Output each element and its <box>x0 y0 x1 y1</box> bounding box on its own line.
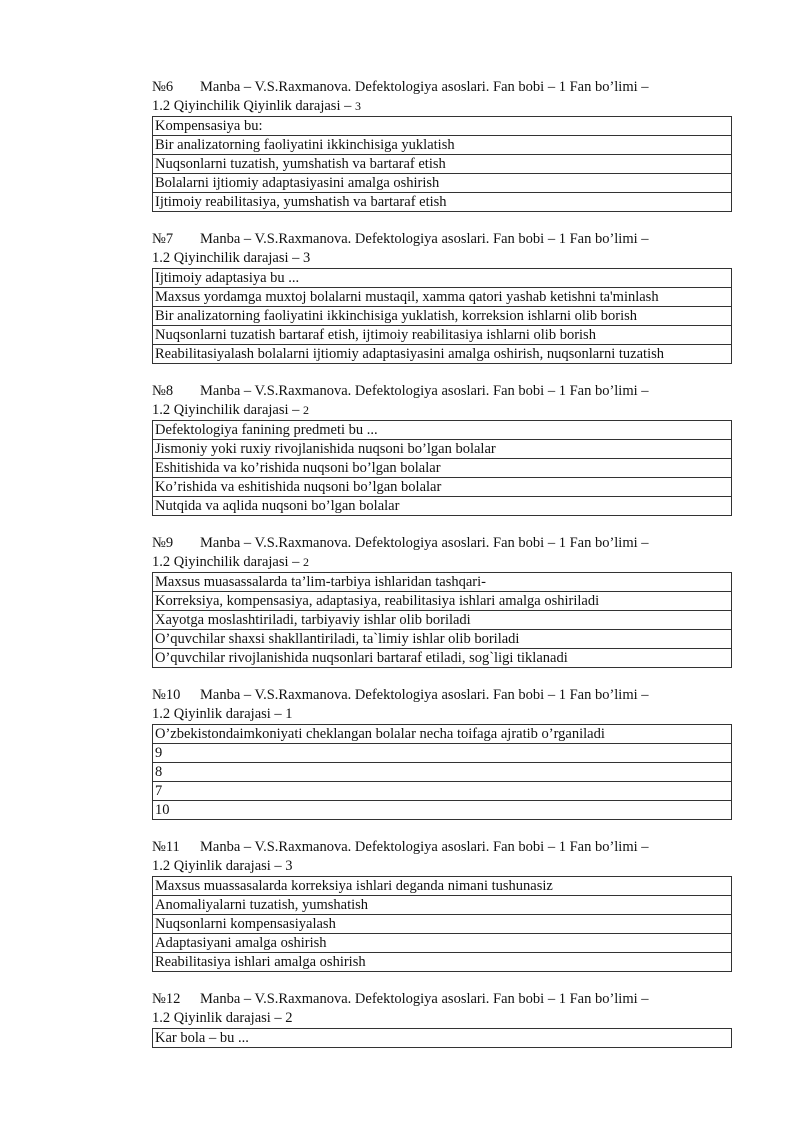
table-row <box>153 1029 732 1048</box>
question-text: Defektologiya fanining predmeti bu ... <box>153 421 732 440</box>
difficulty-label: 1.2 Qiyinchilik darajasi – 3 <box>152 250 311 266</box>
difficulty-line <box>152 1009 732 1028</box>
table-row <box>153 953 732 972</box>
difficulty-line <box>152 553 732 572</box>
question-block-6 <box>152 78 732 212</box>
table-row <box>153 497 732 516</box>
table-row <box>153 288 732 307</box>
table-row <box>153 611 732 630</box>
answer-option: Bir analizatorning faoliyatini ikkinchisiga yuklatish <box>153 136 732 155</box>
answer-option: O’quvchilar rivojlanishida nuqsonlari bartaraf etiladi, sog`ligi tiklanadi <box>153 649 732 668</box>
answer-table <box>152 420 732 516</box>
answer-option: Anomaliyalarni tuzatish, yumshatish <box>153 896 732 915</box>
question-number: №6 <box>152 79 174 95</box>
answer-option: Nutqida va aqlida nuqsoni bo’lgan bolalar <box>153 497 732 516</box>
table-row <box>153 725 732 744</box>
answer-option: Bolalarni ijtiomiy adaptasiyasini amalga oshirish <box>153 174 732 193</box>
question-block-9 <box>152 534 732 668</box>
question-header <box>152 382 732 401</box>
table-row <box>153 155 732 174</box>
answer-table <box>152 724 732 820</box>
question-text: Maxsus muasassalarda ta’lim-tarbiya ishlaridan tashqari- <box>153 573 732 592</box>
answer-option: Jismoniy yoki ruxiy rivojlanishida nuqsoni bo’lgan bolalar <box>153 440 732 459</box>
difficulty-line <box>152 857 732 876</box>
question-block-12 <box>152 990 732 1048</box>
table-row <box>153 592 732 611</box>
table-row <box>153 934 732 953</box>
answer-option: 7 <box>153 782 732 801</box>
question-text: Kompensasiya bu: <box>153 117 732 136</box>
difficulty-label: 1.2 Qiyinlik darajasi – 3 <box>152 858 293 874</box>
answer-option: Ko’rishida va eshitishida nuqsoni bo’lgan bolalar <box>153 478 732 497</box>
table-row <box>153 136 732 155</box>
difficulty-label: 1.2 Qiyinlik darajasi – 2 <box>152 1010 293 1026</box>
difficulty-line <box>152 705 732 724</box>
difficulty-line <box>152 401 732 420</box>
table-row <box>153 326 732 345</box>
answer-option: Nuqsonlarni tuzatish bartaraf etish, ijtimoiy reabilitasiya ishlarni olib borish <box>153 326 732 345</box>
question-block-7 <box>152 230 732 364</box>
question-block-8 <box>152 382 732 516</box>
question-number: №7 <box>152 231 174 247</box>
question-header <box>152 534 732 553</box>
table-row <box>153 801 732 820</box>
question-text: Kar bola – bu ... <box>153 1029 732 1048</box>
question-number: №9 <box>152 535 174 551</box>
answer-table <box>152 876 732 972</box>
answer-table <box>152 116 732 212</box>
answer-option: Ijtimoiy reabilitasiya, yumshatish va bartaraf etish <box>153 193 732 212</box>
question-header <box>152 990 732 1009</box>
difficulty-value: 2 <box>303 403 310 417</box>
answer-option: Nuqsonlarni tuzatish, yumshatish va bartaraf etish <box>153 155 732 174</box>
answer-option: Reabilitasiyalash bolalarni ijtiomiy adaptasiyasini amalga oshirish, nuqsonlarni tuzatish <box>153 345 732 364</box>
question-header <box>152 838 732 857</box>
question-source: Manba – V.S.Raxmanova. Defektologiya asoslari. Fan bobi – 1 Fan bo’limi – <box>200 687 649 703</box>
difficulty-line <box>152 249 732 268</box>
question-text: Maxsus muassasalarda korreksiya ishlari deganda nimani tushunasiz <box>153 877 732 896</box>
table-row <box>153 269 732 288</box>
table-row <box>153 877 732 896</box>
answer-table <box>152 1028 732 1048</box>
table-row <box>153 649 732 668</box>
answer-option: O’quvchilar shaxsi shakllantiriladi, ta`limiy ishlar olib boriladi <box>153 630 732 649</box>
answer-option: Nuqsonlarni kompensasiyalash <box>153 915 732 934</box>
answer-option: Korreksiya, kompensasiya, adaptasiya, reabilitasiya ishlari amalga oshiriladi <box>153 592 732 611</box>
table-row <box>153 573 732 592</box>
difficulty-value: 3 <box>354 99 361 113</box>
question-text: O’zbekistondaimkoniyati cheklangan bolalar necha toifaga ajratib o’rganiladi <box>153 725 732 744</box>
question-block-10 <box>152 686 732 820</box>
table-row <box>153 345 732 364</box>
table-row <box>153 763 732 782</box>
question-number: №11 <box>152 839 180 855</box>
question-source: Manba – V.S.Raxmanova. Defektologiya asoslari. Fan bobi – 1 Fan bo’limi – <box>200 535 649 551</box>
question-text: Ijtimoiy adaptasiya bu ... <box>153 269 732 288</box>
table-row <box>153 193 732 212</box>
answer-option: 10 <box>153 801 732 820</box>
difficulty-label: 1.2 Qiyinlik darajasi – 1 <box>152 706 293 722</box>
answer-option: 9 <box>153 744 732 763</box>
difficulty-label: 1.2 Qiyinchilik darajasi – <box>152 402 300 418</box>
question-source: Manba – V.S.Raxmanova. Defektologiya asoslari. Fan bobi – 1 Fan bo’limi – <box>200 839 649 855</box>
table-row <box>153 744 732 763</box>
question-header <box>152 230 732 249</box>
question-number: №8 <box>152 383 174 399</box>
answer-option: Bir analizatorning faoliyatini ikkinchisiga yuklatish, korreksion ishlarni olib borish <box>153 307 732 326</box>
table-row <box>153 421 732 440</box>
difficulty-line <box>152 97 732 116</box>
difficulty-value: 2 <box>303 555 310 569</box>
question-source: Manba – V.S.Raxmanova. Defektologiya asoslari. Fan bobi – 1 Fan bo’limi – <box>200 79 649 95</box>
answer-option: Xayotga moslashtiriladi, tarbiyaviy ishlar olib boriladi <box>153 611 732 630</box>
table-row <box>153 459 732 478</box>
difficulty-label: 1.2 Qiyinchilik darajasi – <box>152 554 300 570</box>
question-source: Manba – V.S.Raxmanova. Defektologiya asoslari. Fan bobi – 1 Fan bo’limi – <box>200 991 649 1007</box>
question-header <box>152 686 732 705</box>
table-row <box>153 440 732 459</box>
table-row <box>153 478 732 497</box>
answer-option: Eshitishida va ko’rishida nuqsoni bo’lgan bolalar <box>153 459 732 478</box>
table-row <box>153 896 732 915</box>
table-row <box>153 915 732 934</box>
question-header <box>152 78 732 97</box>
question-block-11 <box>152 838 732 972</box>
question-source: Manba – V.S.Raxmanova. Defektologiya asoslari. Fan bobi – 1 Fan bo’limi – <box>200 231 649 247</box>
table-row <box>153 782 732 801</box>
difficulty-label: 1.2 Qiyinchilik Qiyinlik darajasi – <box>152 98 352 114</box>
answer-table <box>152 268 732 364</box>
question-number: №10 <box>152 687 181 703</box>
question-source: Manba – V.S.Raxmanova. Defektologiya asoslari. Fan bobi – 1 Fan bo’limi – <box>200 383 649 399</box>
table-row <box>153 630 732 649</box>
answer-table <box>152 572 732 668</box>
table-row <box>153 307 732 326</box>
table-row <box>153 174 732 193</box>
answer-option: Adaptasiyani amalga oshirish <box>153 934 732 953</box>
answer-option: Reabilitasiya ishlari amalga oshirish <box>153 953 732 972</box>
answer-option: 8 <box>153 763 732 782</box>
answer-option: Maxsus yordamga muxtoj bolalarni mustaqil, xamma qatori yashab ketishni ta'minlash <box>153 288 732 307</box>
table-row <box>153 117 732 136</box>
question-number: №12 <box>152 991 181 1007</box>
